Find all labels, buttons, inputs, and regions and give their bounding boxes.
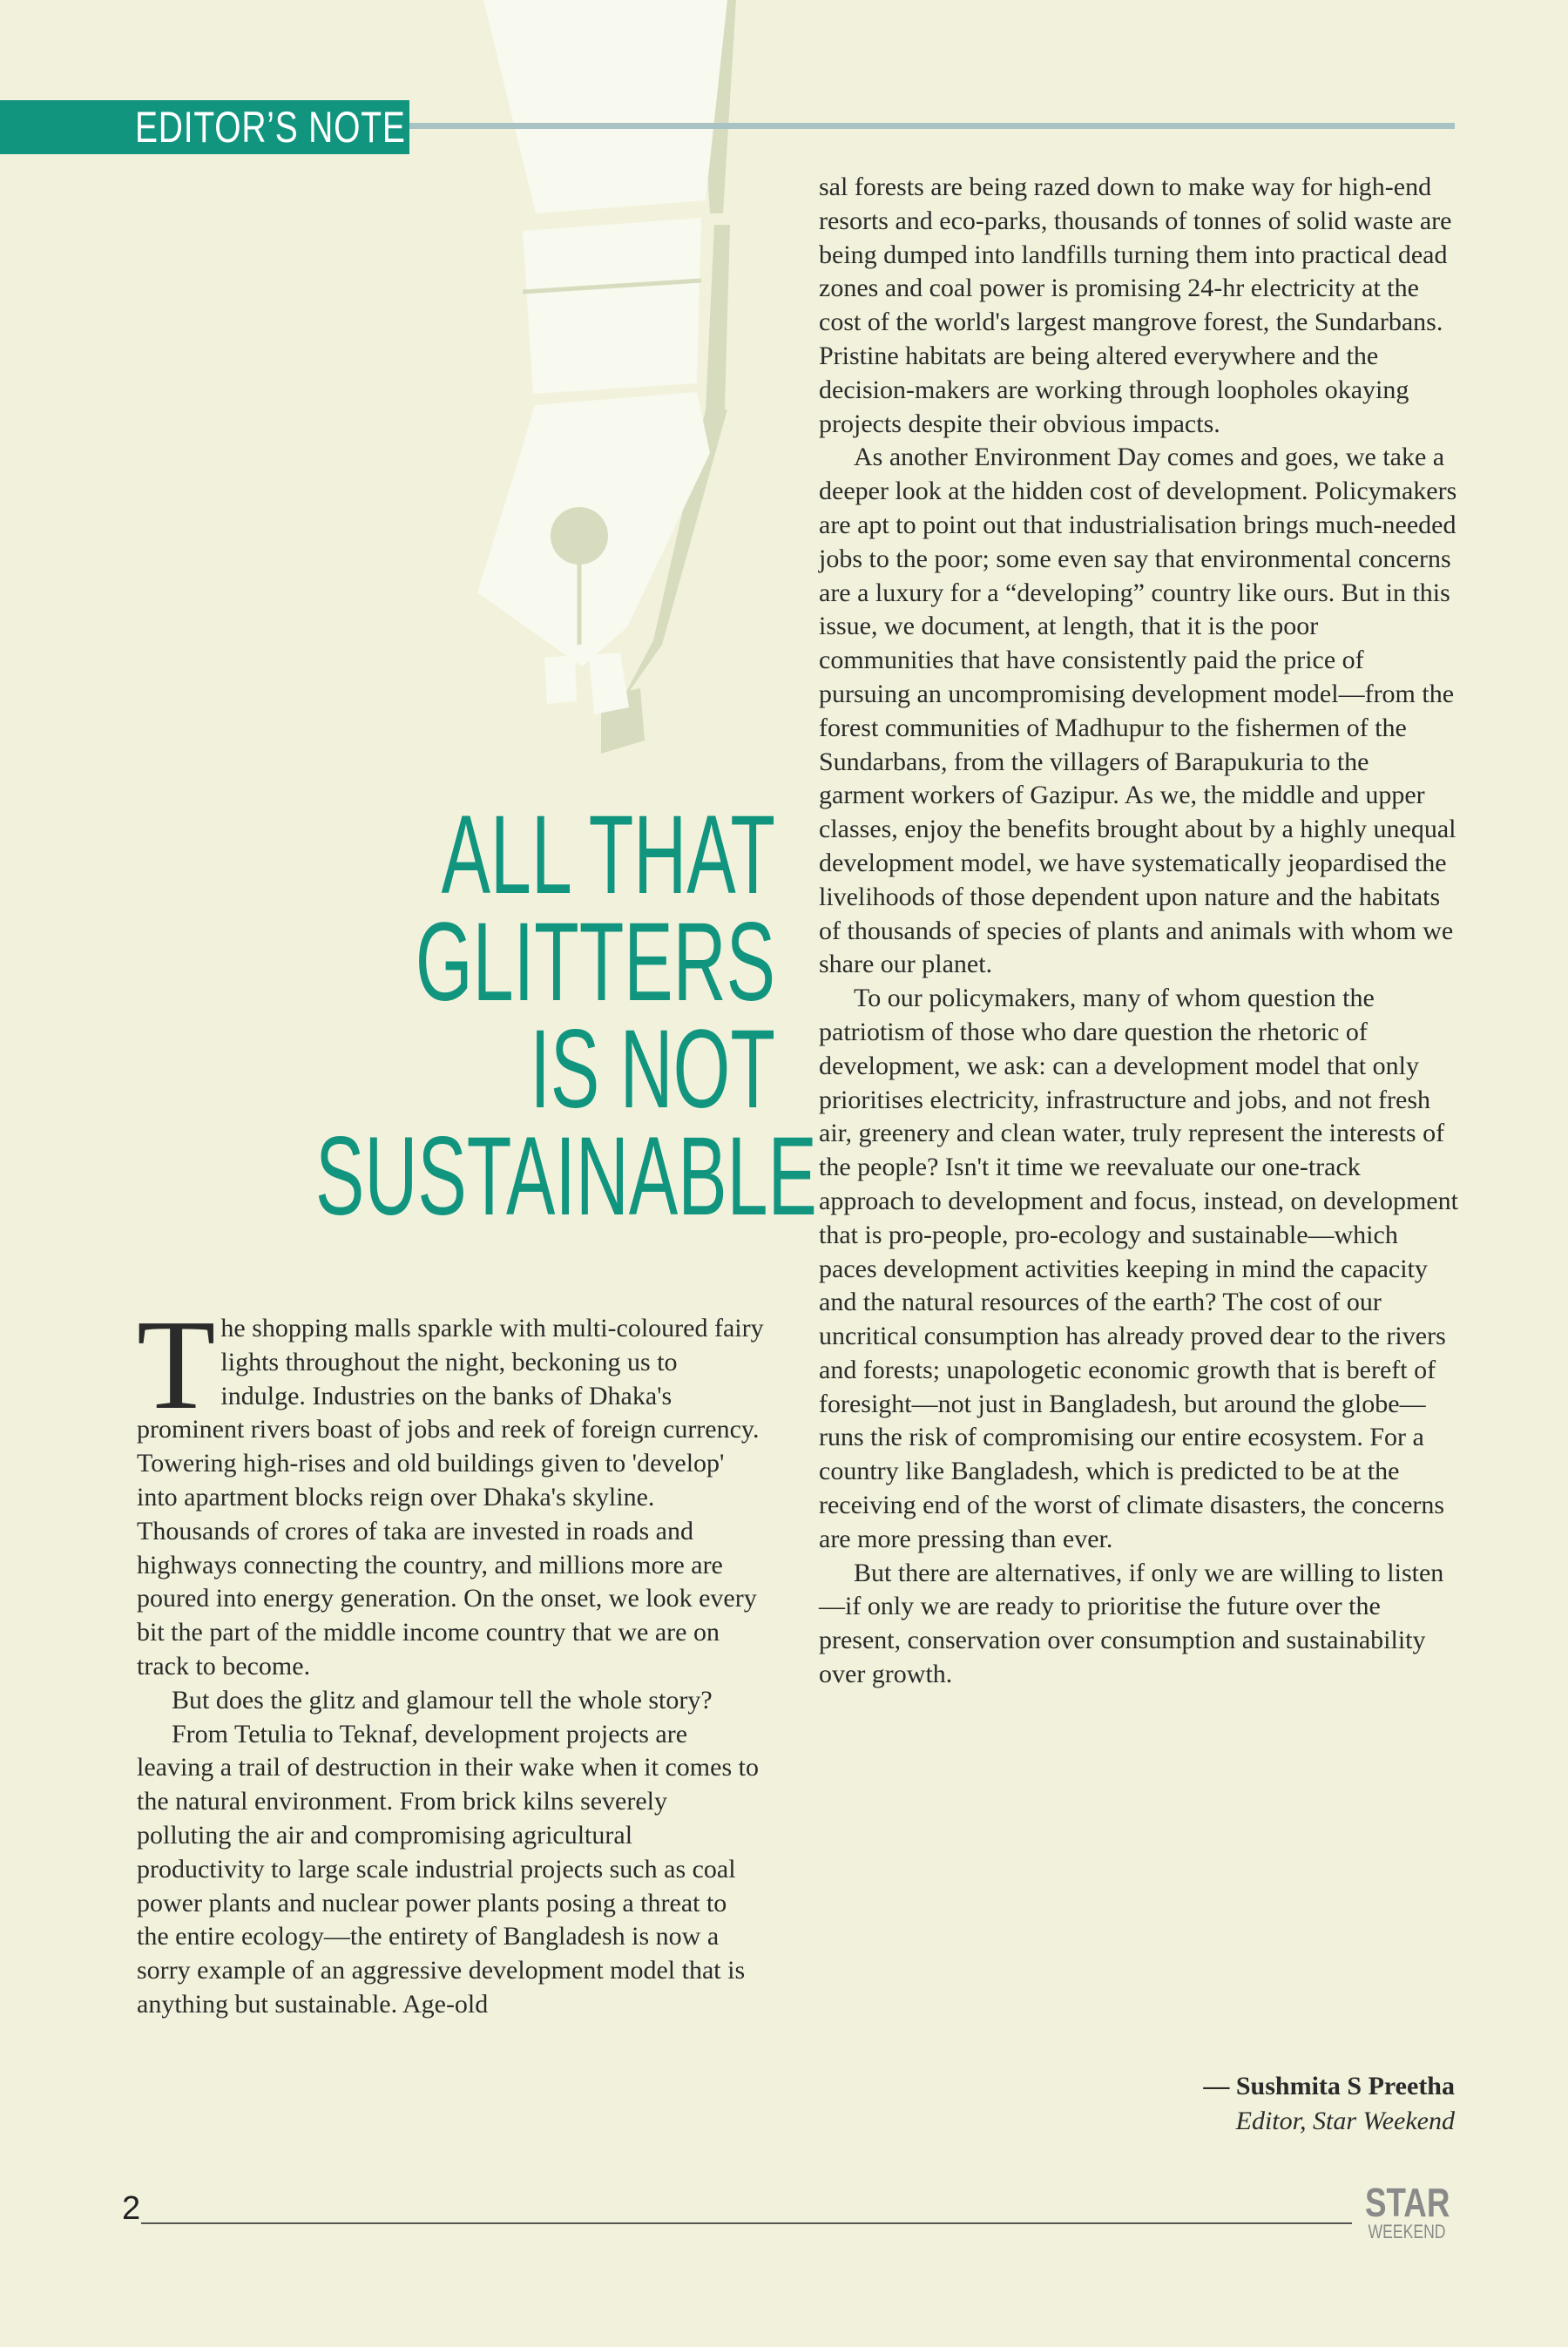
body-paragraph (137, 1294, 764, 1684)
section-label: EDITOR’S NOTE (135, 103, 406, 152)
drop-cap: T (137, 1294, 216, 1437)
body-paragraph: As another Environment Day comes and goes, we take a deeper look at the hidden cost of development. Policymakers are apt to point out that industrialisation brings much-needed jobs to the poor; some even say that environmental concerns are a luxury for a “developing” country like ours. But in this issue, we document, at length, that it is the poor communities that have consistently paid the price of pursuing an uncompromising development model—from the forest communities of Madhupur to the fishermen of the Sundarbans, from the villagers of Barapukuria to the garment workers of Gazipur. As we, the middle and upper classes, enjoy the benefits brought about by a highly unequal development model, we have systematically jeopardised the livelihoods of those dependent upon nature and the habitats of thousands of species of plants and animals with whom we share our planet. (819, 443, 1457, 979)
signature-role: Editor, Star Weekend (1235, 2107, 1455, 2135)
pen-barrel (483, 0, 727, 213)
star-weekend-logo (1355, 2182, 1459, 2242)
body-paragraph: sal forests are being razed down to make way for high-end resorts and eco-parks, thousands of tonnes of solid waste are being dumped into landfills turning them into practical dead zones and coal power is promising 24-hr electricity at the cost of the world's largest mangrove forest, the Sundarbans. Pristine habitats are being altered everywhere and the decision-makers are working through loopholes okaying projects despite their obvious impacts. (819, 172, 1452, 438)
body-paragraph: From Tetulia to Teknaf, development projects are leaving a trail of destruction in their wake when it comes to the natural environment. From brick kilns severely polluting the air and compromising agricultural productivity to large scale industrial projects such as coal power plants and nuclear power plants posing a threat to the entire ecology—the entirety of Bangladesh is now a sorry example of an aggressive development model that is anything but sustainable. Age-old (137, 1719, 759, 2019)
left-column (137, 1294, 764, 2022)
logo-sub: WEEKEND (1368, 2221, 1446, 2242)
signature-name: — Sushmita S Preetha (1203, 2072, 1455, 2100)
article-headline (78, 793, 817, 1239)
body-paragraph: To our policymakers, many of whom question the patriotism of those who dare question the rhetoric of development, we ask: can a development model that only prioritises electricity, infrastructure and jobs, and not fresh air, greenery and clean water, truly represent the interests of the people? Isn't it time we reevaluate our one-track approach to development and focus, instead, on development that is pro-people, pro-ecology and sustainable—which paces development activities keeping in mind the capacity and the natural resources of the earth? The cost of our uncritical consumption has already proved dear to the rivers and forests; unapologetic economic growth that is bereft of foresight—not just in Bangladesh, but around the globe—runs the risk of compromising our entire ecosystem. For a country like Bangladesh, which is predicted to be at the receiving end of the worst of climate disasters, the concerns are more pressing than ever. (819, 984, 1458, 1553)
paragraph-text: he shopping malls sparkle with multi-coloured fairy lights throughout the night, beckoning us to indulge. Industries on the banks of Dhaka's prominent rivers boast of jobs and reek of foreign currency. Towering high-rises and old buildings given to 'develop' into apartment blocks reign over Dhaka's skyline. Thousands of crores of taka are invested in roads and highways connecting the country, and millions more are poured into energy generation. On the onset, we look every bit the part of the middle income country that we are on track to become. (137, 1314, 764, 1681)
header-rule (409, 123, 1455, 129)
body-paragraph: But there are alternatives, if only we are willing to listen—if only we are ready to prioritise the future over the present, conservation over consumption and sustainability over growth. (819, 1558, 1444, 1689)
logo-main: STAR (1365, 2180, 1450, 2225)
headline-line: ALL THAT (441, 793, 775, 917)
headline-line: GLITTERS (415, 900, 775, 1025)
page-number: 2 (122, 2190, 141, 2227)
headline-line: IS NOT (530, 1007, 775, 1132)
pen-grip (523, 218, 701, 394)
signature (1203, 2069, 1455, 2139)
headline-line: SUSTAINABLE (315, 1114, 817, 1239)
footer-rule (141, 2222, 1352, 2224)
body-paragraph: But does the glitz and glamour tell the whole story? (172, 1685, 713, 1715)
right-column (819, 171, 1459, 1692)
